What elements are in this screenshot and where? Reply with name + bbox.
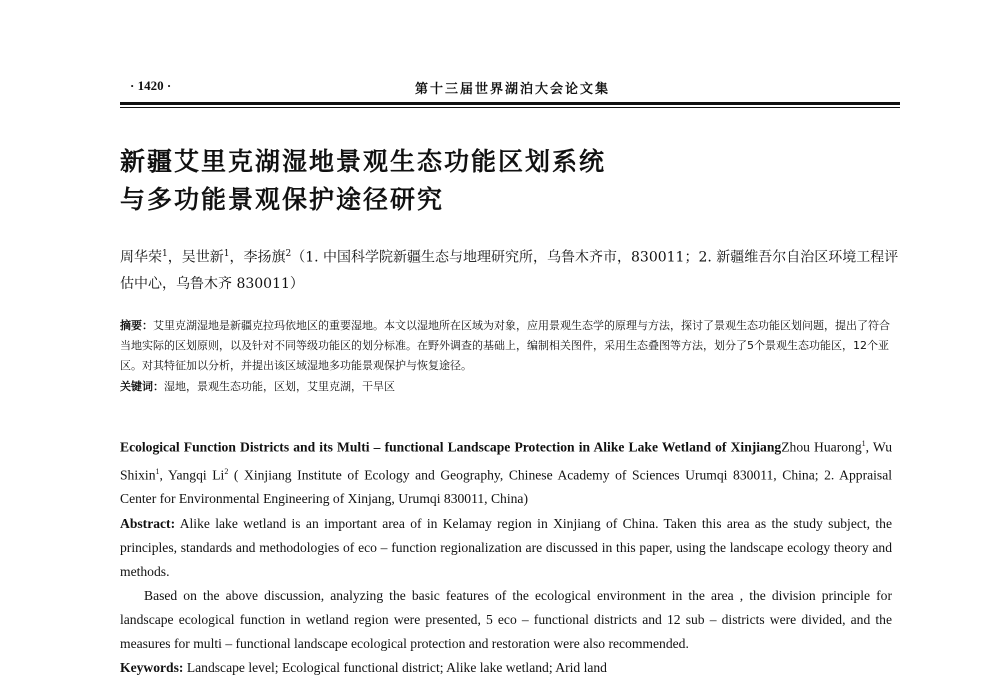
english-keywords-text: Landscape level; Ecological functional district; Alike lake wetland; Arid land: [183, 660, 607, 675]
english-keywords: [120, 656, 892, 680]
author-3-affil: 2: [285, 249, 292, 259]
chinese-keywords-label: 关键词：: [120, 380, 164, 393]
english-keywords-label: Keywords:: [120, 660, 184, 675]
chinese-keywords-text: 湿地，景观生态功能，区划，艾里克湖，干旱区: [164, 380, 395, 393]
chinese-abstract: [120, 316, 900, 376]
english-abstract-text: Alike lake wetland is an important area of in Kelamay region in Xinjiang of China. Taken this area as the study subject, the principles, standards and methodologies of eco – function regionalization are discussed in this paper, using the landscape ecology theory and methods.: [120, 516, 892, 579]
english-abstract: [120, 512, 892, 584]
chinese-authors: [120, 241, 900, 297]
author-3: ，李扬旗: [229, 249, 286, 266]
english-author-2-affil: 1: [155, 466, 160, 476]
chinese-affiliations: （1. 中国科学院新疆生态与地理研究所，乌鲁木齐市，830011；2. 新疆维吾尔自治区环境工程评估中心，乌鲁木齐 830011）: [120, 249, 899, 292]
running-title: 第十三届世界湖泊大会论文集: [415, 82, 611, 97]
chinese-title-line-2: 与多功能景观保护途径研究: [120, 185, 445, 214]
author-2: ，吴世新: [167, 249, 224, 266]
chinese-abstract-text: 艾里克湖湿地是新疆克拉玛依地区的重要湿地。本文以湿地所在区域为对象，应用景观生态学的原理与方法，探讨了景观生态功能区划问题，提出了符合当地实际的区划原则，以及针对不同等级功能区的划分标准。在野外调查的基础上，编制相关图件，采用生态叠图等方法，划分了5个景观生态功能区，12个亚区。对其特征加以分析，并提出该区域湿地多功能景观保护与恢复途径。: [120, 319, 890, 372]
author-1-affil: 1: [162, 249, 168, 259]
page-number: · 1420 ·: [130, 78, 172, 93]
english-author-3: , Yangqi Li: [159, 467, 225, 483]
english-author-3-affil: 2: [224, 466, 229, 476]
english-affiliations: ( Xinjiang Institute of Ecology and Geography, Chinese Academy of Sciences Urumqi 830011, China; 2. Appraisal Center for Environmental Engineering of Xinjang, Urumqi 830011, China): [120, 467, 893, 507]
english-author-1: Zhou Huarong: [781, 439, 862, 455]
english-title-authors: [120, 432, 892, 511]
running-header: [120, 76, 900, 100]
chinese-title-line-1: 新疆艾里克湖湿地景观生态功能区划系统: [120, 147, 607, 176]
chinese-keywords: [120, 377, 900, 397]
author-2-affil: 1: [223, 249, 230, 259]
english-author-2: , Wu Shixin: [120, 439, 892, 483]
chinese-abstract-label: 摘要：: [120, 319, 153, 332]
header-rule-thin: [120, 107, 900, 108]
english-abstract-label: Abstract:: [120, 516, 176, 531]
header-rule-thick: [120, 102, 900, 105]
english-title: Ecological Function Districts and its Multi – functional Landscape Protection in Alike Lake Wetland of Xinjiang: [120, 439, 782, 455]
author-1: 周华荣: [120, 249, 162, 266]
english-abstract-paragraph-2: Based on the above discussion, analyzing the basic features of the ecological environment in the area , the division principle for landscape ecological function in wetland region were presented, 5 eco – functional districts and 12 sub – districts were divided, and the measures for multi – functional landscape ecological protection and restoration were also recommended.: [120, 588, 892, 651]
chinese-title: [120, 143, 820, 219]
english-author-1-affil: 1: [861, 439, 866, 448]
